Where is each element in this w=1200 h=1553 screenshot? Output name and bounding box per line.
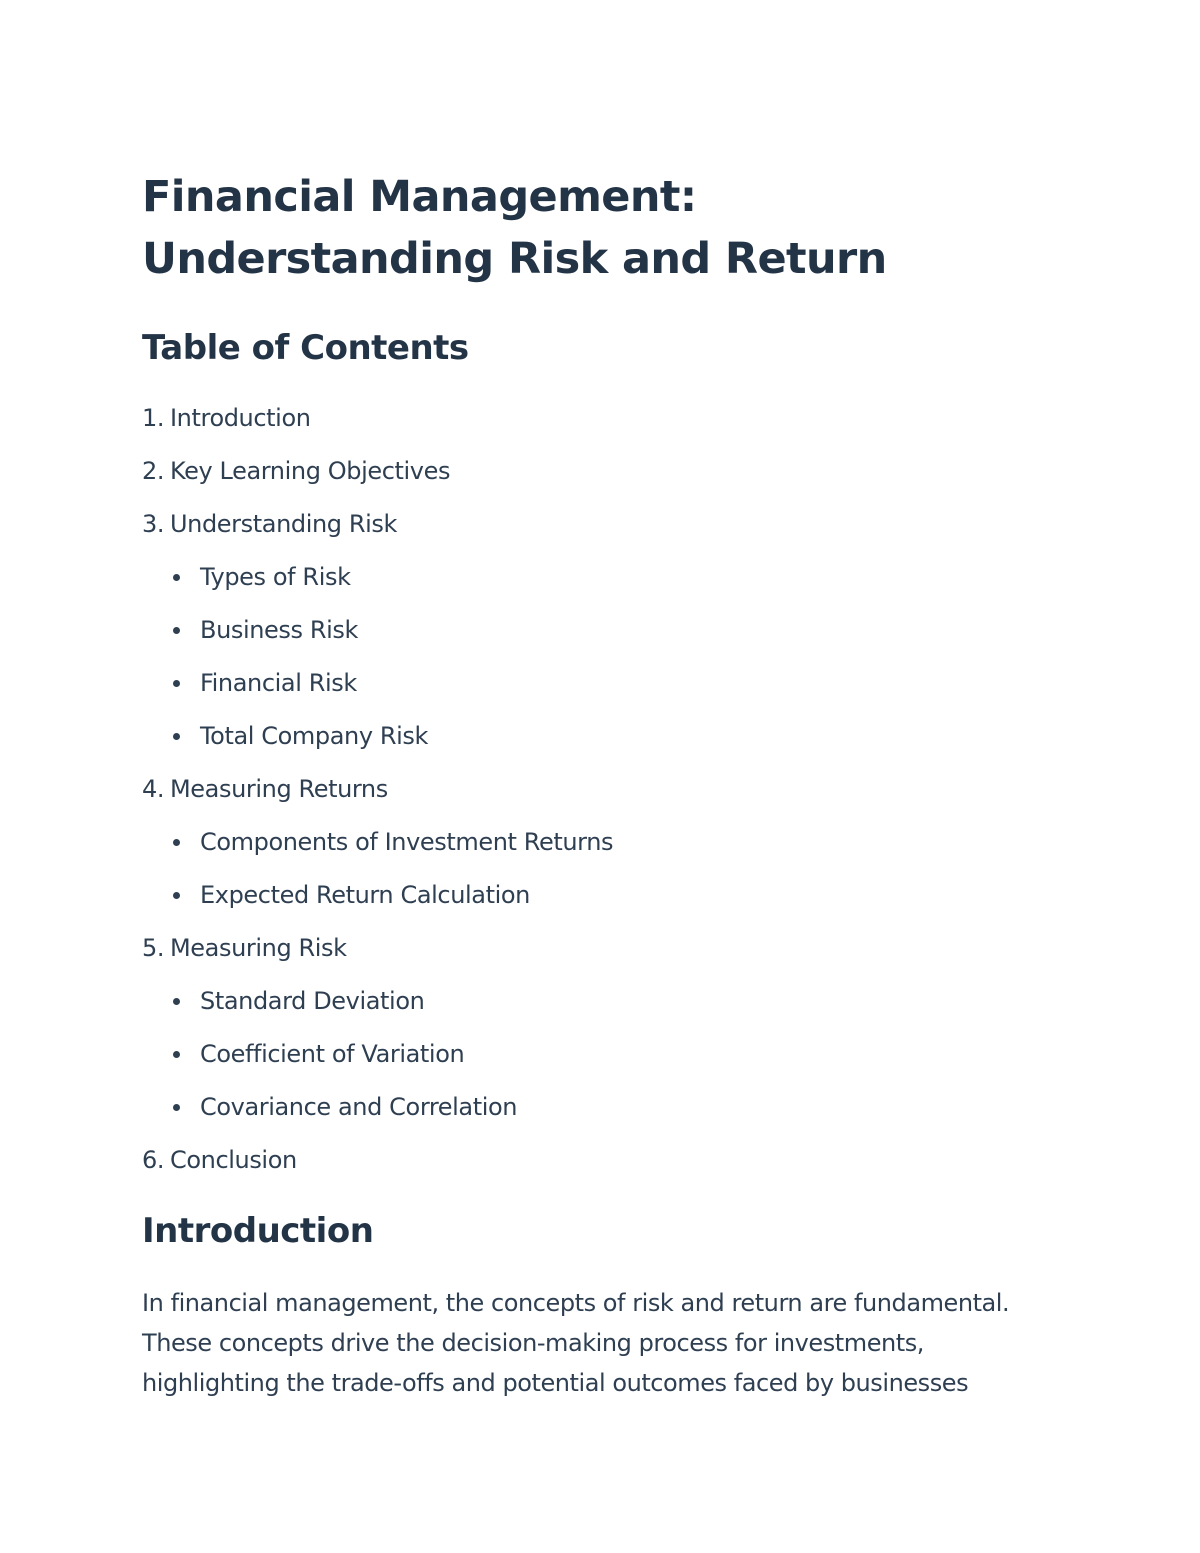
toc-label: Conclusion bbox=[170, 1146, 297, 1174]
toc-subitem-expected-return-calculation[interactable] bbox=[142, 869, 1052, 922]
toc-sublabel: Business Risk bbox=[200, 616, 359, 644]
toc-subitem-covariance-and-correlation[interactable] bbox=[142, 1081, 1052, 1134]
bullet-icon bbox=[173, 892, 180, 899]
toc-label: Measuring Risk bbox=[170, 934, 347, 962]
toc-number: 3. bbox=[142, 510, 165, 538]
toc-sublabel: Types of Risk bbox=[200, 563, 351, 591]
introduction-heading: Introduction bbox=[142, 1211, 374, 1251]
toc-item-conclusion[interactable] bbox=[142, 1134, 1052, 1187]
toc-subitem-components-of-investment-returns[interactable] bbox=[142, 816, 1052, 869]
bullet-icon bbox=[173, 1051, 180, 1058]
bullet-icon bbox=[173, 680, 180, 687]
toc-subitem-coefficient-of-variation[interactable] bbox=[142, 1028, 1052, 1081]
bullet-icon bbox=[173, 574, 180, 581]
toc-subitem-business-risk[interactable] bbox=[142, 604, 1052, 657]
toc-label: Key Learning Objectives bbox=[170, 457, 451, 485]
document-title: Financial Management: Understanding Risk and Return bbox=[142, 172, 887, 284]
toc-sublabel: Covariance and Correlation bbox=[200, 1093, 518, 1121]
toc-item-measuring-risk[interactable] bbox=[142, 922, 1052, 1134]
toc-item-measuring-returns[interactable] bbox=[142, 763, 1052, 922]
bullet-icon bbox=[173, 733, 180, 740]
toc-number: 5. bbox=[142, 934, 165, 962]
table-of-contents bbox=[142, 392, 1052, 1187]
toc-heading: Table of Contents bbox=[142, 328, 469, 368]
toc-number: 4. bbox=[142, 775, 165, 803]
document-page bbox=[142, 166, 1052, 1403]
toc-sublabel: Expected Return Calculation bbox=[200, 881, 530, 909]
toc-label: Understanding Risk bbox=[170, 510, 397, 538]
toc-subitem-standard-deviation[interactable] bbox=[142, 975, 1052, 1028]
toc-number: 6. bbox=[142, 1146, 165, 1174]
toc-number: 2. bbox=[142, 457, 165, 485]
toc-subitem-financial-risk[interactable] bbox=[142, 657, 1052, 710]
toc-number: 1. bbox=[142, 404, 165, 432]
toc-item-understanding-risk[interactable] bbox=[142, 498, 1052, 763]
toc-label: Measuring Returns bbox=[170, 775, 388, 803]
toc-sublist bbox=[142, 551, 1052, 763]
bullet-icon bbox=[173, 998, 180, 1005]
toc-subitem-types-of-risk[interactable] bbox=[142, 551, 1052, 604]
bullet-icon bbox=[173, 839, 180, 846]
toc-sublabel: Coefficient of Variation bbox=[200, 1040, 465, 1068]
toc-subitem-total-company-risk[interactable] bbox=[142, 710, 1052, 763]
toc-sublabel: Financial Risk bbox=[200, 669, 357, 697]
toc-sublabel: Components of Investment Returns bbox=[200, 828, 614, 856]
toc-item-introduction[interactable] bbox=[142, 392, 1052, 445]
toc-sublabel: Standard Deviation bbox=[200, 987, 425, 1015]
bullet-icon bbox=[173, 627, 180, 634]
introduction-paragraph: In financial management, the concepts of risk and return are fundamental. These concepts drive the decision-making process for investments, highlighting the trade-offs and potential outcomes faced by businesses bbox=[142, 1289, 1010, 1397]
toc-item-key-learning-objectives[interactable] bbox=[142, 445, 1052, 498]
toc-label: Introduction bbox=[170, 404, 311, 432]
toc-sublist bbox=[142, 816, 1052, 922]
toc-sublist bbox=[142, 975, 1052, 1134]
bullet-icon bbox=[173, 1104, 180, 1111]
toc-sublabel: Total Company Risk bbox=[200, 722, 429, 750]
